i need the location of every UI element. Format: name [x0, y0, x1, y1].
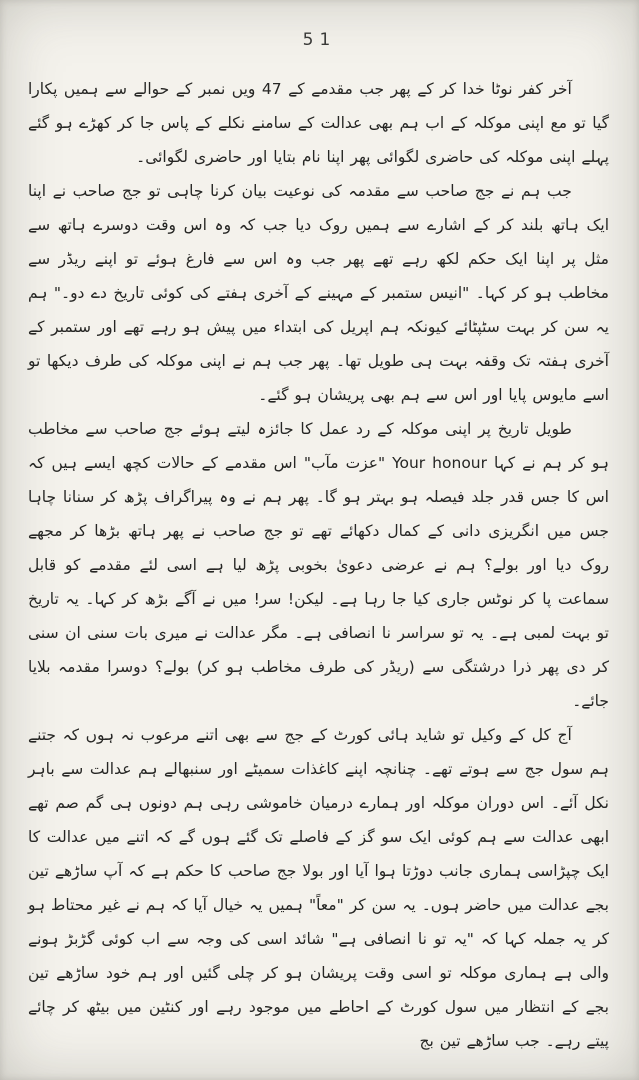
paragraph-1: آخر کفر نوٹا خدا کر کے پھر جب مقدمے کے 47 ویں نمبر کے حوالے سے ہمیں پکارا گیا تو مع اپنی موکلہ کے اب ہم بھی عدالت کے سامنے نکلے کے پاس جا کر کھڑے ہو گئے پہلے اپنی موکلہ کی حاضری لگوائی پھر اپنا نام بتایا اور حاضری لگوائی۔: [28, 80, 609, 166]
page-number: 51: [302, 30, 337, 50]
body-text: [28, 72, 609, 1058]
paragraph-3: طویل تاریخ پر اپنی موکلہ کے رد عمل کا جائزہ لیتے ہوئے جج صاحب سے مخاطب ہو کر ہم نے کہا Your honour "عزت مآب" اس مقدمے کے حالات کچھ ایسے ہیں کہ اس کا جس قدر جلد فیصلہ ہو بہتر ہو گا۔ پھر ہم نے وہ پیراگراف پڑھ کر سنانا چاہا جس میں انگریزی دانی کے کمال دکھائے تھے تو جج صاحب نے پھر ہاتھ بڑھا کر مجھے روک دیا اور بولے؟ ہم نے عرضی دعویٰ بخوبی پڑھ لیا ہے اسی لئے مقدمے کو قابل سماعت پا کر نوٹس جاری کیا جا رہا ہے۔ لیکن! سر! میں نے آگے بڑھ کر کہا۔ یہ تاریخ تو بہت لمبی ہے۔ یہ تو سراسر نا انصافی ہے۔ مگر عدالت نے میری بات سنی ان سنی کر دی پھر ذرا درشتگی سے (ریڈر کی طرف مخاطب ہو کر) بولے؟ دوسرا مقدمہ بلایا جائے۔: [28, 420, 609, 710]
paragraph-2: جب ہم نے جج صاحب سے مقدمہ کی نوعیت بیان کرنا چاہی تو جج صاحب نے اپنا ایک ہاتھ بلند کر کے اشارے سے ہمیں روک دیا جب کہ وہ اس وقت دوسرے ہاتھ سے مثل پر اپنا ایک حکم لکھ رہے تھے پھر جب وہ اس سے فارغ ہوئے تو اپنے ریڈر سے مخاطب ہو کر کہا۔ "انیس ستمبر کے مہینے کے آخری ہفتے کی کوئی تاریخ دے دو۔" ہم یہ سن کر بہت سٹپٹائے کیونکہ ہم اپریل کی ابتداء میں پیش ہو رہے تھے اور ستمبر کے آخری ہفتہ تک وقفہ بہت ہی طویل تھا۔ پھر جب ہم نے اپنی موکلہ کی طرف دیکھا تو اسے مایوس پایا اور اس سے ہم بھی پریشان ہو گئے۔: [28, 182, 609, 404]
paragraph-4: آج کل کے وکیل تو شاید ہائی کورٹ کے جج سے بھی اتنے مرعوب نہ ہوں کہ جتنے ہم سول جج سے ہوتے تھے۔ چنانچہ اپنے کاغذات سمیٹے اور سنبھالے ہم عدالت سے باہر نکل آئے۔ اس دوران موکلہ اور ہمارے درمیان خاموشی رہی ہم دونوں ہی گم صم تھے ابھی عدالت سے ہم کوئی ایک سو گز کے فاصلے تک گئے ہوں گے کہ اتنے میں عدالت کا ایک چپڑاسی ہماری جانب دوڑتا ہوا آیا اور بولا جج صاحب کا حکم ہے کہ آپ ساڑھے تین بجے عدالت میں حاضر ہوں۔ یہ سن کر "معاً" ہمیں یہ خیال آیا کہ ہم نے غیر محتاط ہو کر یہ جملہ کہا کہ "یہ تو نا انصافی ہے" شائد اسی کی وجہ سے اب کوئی گڑبڑ ہونے والی ہے ہماری موکلہ تو اسی وقت پریشان ہو کر چلی گئیں اور ہم خود ساڑھے تین بجے کے انتظار میں سول کورٹ کے احاطے میں موجود رہے اور کنٹین میں بیٹھ کر چائے پیتے رہے۔ جب ساڑھے تین بج: [28, 726, 609, 1050]
